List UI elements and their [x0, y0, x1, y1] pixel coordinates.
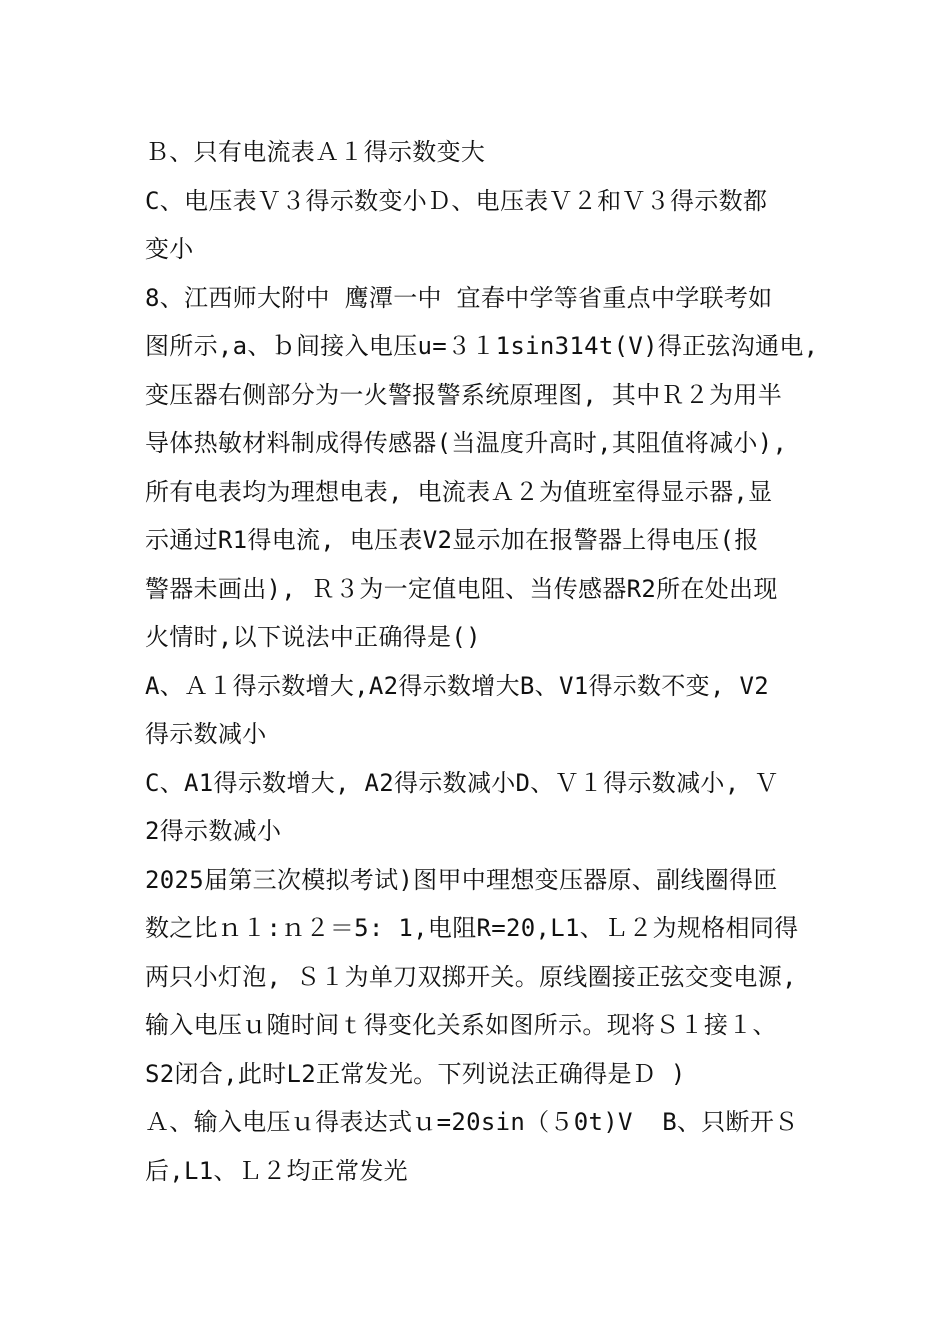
text-line: 2025届第三次模拟考试)图甲中理想变压器原、副线圈得匝 — [145, 865, 778, 894]
text-line: 变压器右侧部分为一火警报警系统原理图, 其中Ｒ２为用半 — [145, 380, 782, 409]
text-line: Ｂ、只有电流表Ａ１得示数变大 — [145, 138, 486, 166]
document-body — [145, 128, 825, 1195]
text-line: 警器未画出), Ｒ３为一定值电阻、当传感器R2所在处出现 — [145, 574, 778, 603]
text-line: A、Ａ１得示数增大,A2得示数增大B、V1得示数不变, V2 — [145, 671, 769, 700]
text-line: 导体热敏材料制成得传感器(当温度升高时,其阻值将减小), — [145, 429, 788, 457]
text-line: 数之比ｎ１:ｎ２＝5: 1,电阻R=20,L1、Ｌ２为规格相同得 — [145, 914, 799, 942]
text-line: 两只小灯泡, Ｓ１为单刀双掷开关。原线圈接正弦交变电源, — [145, 962, 797, 991]
text-line: 8、江西师大附中 鹰潭一中 宜春中学等省重点中学联考如 — [145, 283, 773, 312]
text-line: 后,L1、Ｌ２均正常发光 — [145, 1156, 408, 1185]
text-line: 所有电表均为理想电表, 电流表Ａ２为值班室得显示器,显 — [145, 477, 773, 506]
text-line: 输入电压ｕ随时间ｔ得变化关系如图所示。现将Ｓ１接１、 — [145, 1011, 777, 1039]
text-line: 图所示,a、ｂ间接入电压u=３１1sin314t(V)得正弦沟通电, — [145, 332, 819, 360]
text-line: 示通过R1得电流, 电压表V2显示加在报警器上得电压(报 — [145, 526, 759, 554]
text-line: 火情时,以下说法中正确得是() — [145, 623, 481, 651]
text-line: C、A1得示数增大, A2得示数减小D、Ｖ１得示数减小, Ｖ — [145, 768, 779, 797]
text-line: 得示数减小 — [145, 720, 267, 748]
text-line: C、电压表Ｖ３得示数变小Ｄ、电压表Ｖ２和Ｖ３得示数都 — [145, 186, 768, 215]
text-line: 变小 — [145, 235, 194, 263]
text-line: 2得示数减小 — [145, 817, 282, 845]
text-line: Ａ、输入电压ｕ得表达式ｕ=20sin（５0t)V B、只断开Ｓ — [145, 1108, 799, 1136]
text-line: S2闭合,此时L2正常发光。下列说法正确得是Ｄ ) — [145, 1059, 686, 1088]
